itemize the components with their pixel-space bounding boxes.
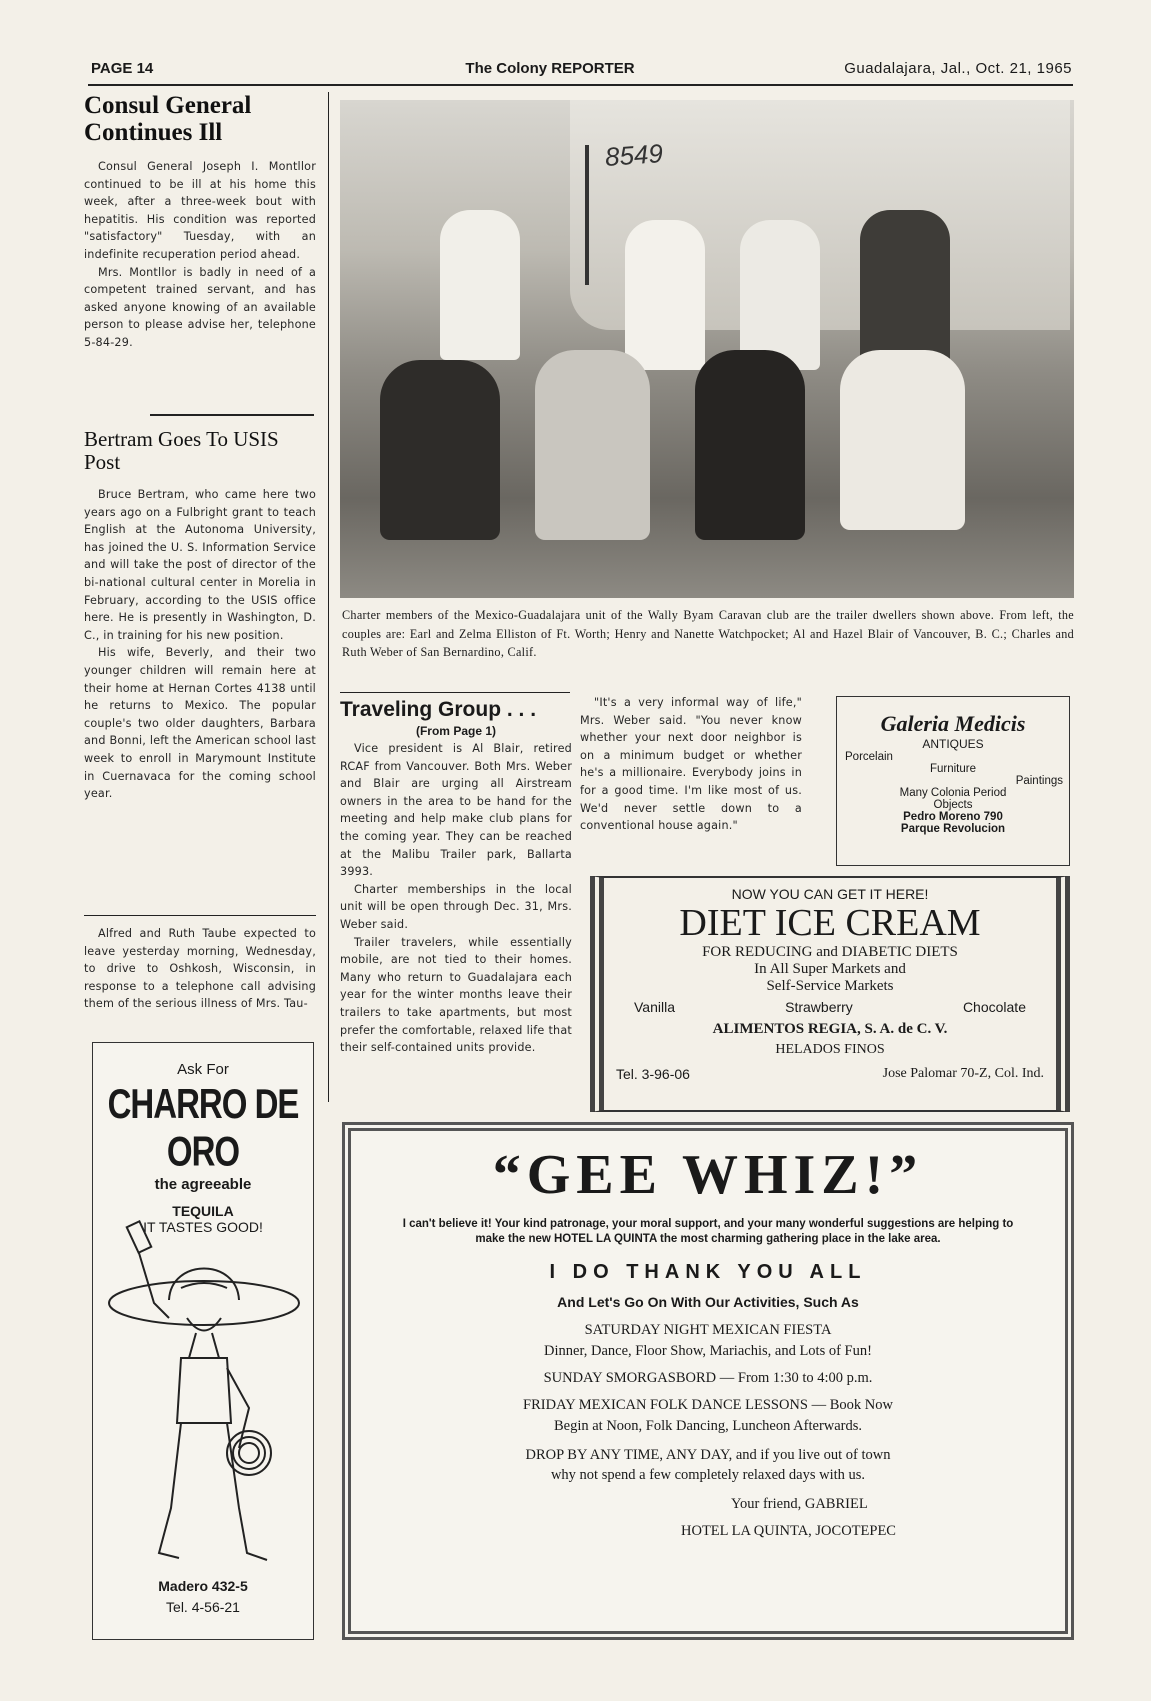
charro-product: TEQUILA [172, 1203, 234, 1219]
traveling-headline: Traveling Group . . . [340, 698, 537, 721]
person [440, 210, 520, 360]
header-rule [88, 84, 1073, 86]
quinta-ad [342, 1122, 1074, 1640]
diet-for: FOR REDUCING and DIABETIC DIETS [702, 944, 958, 960]
bertram-paragraph: His wife, Beverly, and their two younger children will remain here at their home at Hernan Cortes 4138 until he returns to Mexico. The popular couple's two older daughters, Barbara and Bonni, left the American school last week to enroll in Marymount Institute in Cuernavaca for the coming school year. [84, 646, 316, 801]
person [625, 220, 705, 370]
bertram-article [84, 428, 316, 803]
quinta-saturday: SATURDAY NIGHT MEXICAN FIESTA [584, 1322, 832, 1338]
medicis-park: Parque Revolucion [900, 823, 1006, 835]
traveling-paragraph: Charter memberships in the local unit will be open through Dec. 31, Mrs. Weber said. [340, 882, 572, 931]
diet-tel: Tel. 3-96-06 [616, 1066, 690, 1082]
person [695, 350, 805, 540]
quinta-drop: why not spend a few completely relaxed days with us. [550, 1467, 866, 1483]
medicis-furniture: Furniture [929, 763, 977, 775]
trailer-number: 8549 [603, 138, 664, 172]
charro-ad [92, 1042, 314, 1640]
consul-paragraph: Consul General Joseph I. Montllor continued to be ill at his home this week, after a three-week bout with hepatitis. His condition was reported "satisfactory" Tuesday, with an indefinite recuperation period ahead. [84, 160, 316, 261]
diet-address: Jose Palomar 70-Z, Col. Ind. [882, 1066, 1044, 1081]
charro-illustration [99, 1208, 309, 1578]
quinta-saturday-detail: Dinner, Dance, Floor Show, Mariachis, and Lots of Fun! [544, 1343, 872, 1359]
diet-helados: HELADOS FINOS [775, 1042, 885, 1057]
quinta-title: “GEE WHIZ!” [492, 1144, 924, 1206]
trailer-photo [340, 100, 1074, 598]
charro-brand: CHARRO DE ORO [107, 1080, 299, 1175]
charro-phone: Tel. 4-56-21 [166, 1599, 240, 1615]
quinta-friday-detail: Begin at Noon, Folk Dancing, Luncheon Afterwards. [553, 1418, 863, 1434]
flavor: Strawberry [785, 999, 853, 1015]
flavor: Chocolate [962, 999, 1026, 1015]
charro-address: Madero 432-5 [158, 1578, 248, 1594]
divider [150, 414, 314, 416]
consul-headline: Consul General Continues Ill [84, 92, 252, 146]
traveling-article [340, 698, 572, 1057]
consul-article [84, 92, 316, 352]
page-number: PAGE 14 [91, 60, 154, 77]
person [740, 220, 820, 370]
medicis-name: Galeria Medicis [880, 711, 1026, 736]
divider [84, 915, 316, 916]
traveling-continued [580, 694, 802, 835]
dateline: Guadalajara, Jal., Oct. 21, 1965 [844, 60, 1072, 77]
charro-slogan: IT TASTES GOOD! [143, 1219, 263, 1235]
quinta-intro: I can't believe it! Your kind patronage, your moral support, and your many wonderful suggestions are helping to make the new HOTEL LA QUINTA the most charming gathering place in the lake area. [402, 1218, 1014, 1245]
quinta-friday: FRIDAY MEXICAN FOLK DANCE LESSONS — Book Now [523, 1397, 893, 1413]
diet-title: DIET ICE CREAM [679, 902, 981, 944]
taube-paragraph: Alfred and Ruth Taube expected to leave yesterday morning, Wednesday, to drive to Oshkosh, Wisconsin, in response to a telephone call advising them of the serious illness of Mrs. Tau- [84, 927, 316, 1011]
quinta-hotel: HOTEL LA QUINTA, JOCOTEPEC [681, 1523, 896, 1539]
medicis-objects: Objects [933, 799, 973, 811]
traveling-from: (From Page 1) [415, 724, 496, 738]
person [535, 350, 650, 540]
medicis-paintings: Paintings [1015, 775, 1063, 787]
flavor: Vanilla [634, 999, 675, 1015]
quinta-thanks: I DO THANK YOU ALL [549, 1261, 867, 1283]
photo-caption: Charter members of the Mexico-Guadalajara unit of the Wally Byam Caravan club are the trailer dwellers shown above. From left, the couples are: Earl and Zelma Elliston of Ft. Worth; Henry and Nanette Watchpocket; Al and Hazel Blair of Vancouver, B. C.; Charles and Ruth Weber of San Bernardino, Calif. [342, 608, 1074, 659]
quinta-sunday: SUNDAY SMORGASBORD — From 1:30 to 4:00 p.m. [543, 1370, 873, 1386]
quinta-friend: Your friend, GABRIEL [731, 1496, 868, 1512]
diet-ad [590, 876, 1070, 1112]
medicis-colonial: Many Colonia Period [899, 787, 1007, 799]
medicis-antiques: ANTIQUES [922, 737, 984, 751]
bertram-headline: Bertram Goes To USIS Post [84, 427, 279, 474]
traveling-paragraph: Trailer travelers, while essentially mobile, are not tied to their homes. Many who return to Guadalajara each year for the winter months leave their trailers to take apartments, but most prefer the comfortable, relaxed life that their self-contained units provide. [340, 935, 572, 1055]
diet-flavors [604, 995, 1056, 1015]
charro-ask: Ask For [177, 1061, 229, 1078]
taube-article [84, 925, 316, 1013]
diet-markets: In All Super Markets and [754, 961, 906, 977]
traveling-paragraph: "It's a very informal way of life," Mrs. Weber said. "You never know whether your next door neighbor is on a minimum budget or whether he's a millionaire. Everybody joins in for a good time. I'm like most of us. We'd never settle down to a conventional house again." [580, 696, 802, 833]
flag-pole [585, 145, 589, 285]
masthead: The Colony REPORTER [465, 60, 635, 77]
person [380, 360, 500, 540]
medicis-ad [836, 696, 1070, 866]
diet-company: ALIMENTOS REGIA, S. A. de C. V. [712, 1021, 948, 1037]
medicis-porcelain: Porcelain [845, 751, 893, 763]
person [840, 350, 965, 530]
medicis-address: Pedro Moreno 790 [903, 811, 1003, 823]
diet-markets: Self-Service Markets [766, 978, 894, 994]
consul-paragraph: Mrs. Montllor is badly in need of a competent trained servant, and has asked anyone knowing of an available person to please advise her, telephone 5-84-29. [84, 265, 316, 349]
quinta-continue: And Let's Go On With Our Activities, Such As [557, 1294, 859, 1310]
traveling-paragraph: Vice president is Al Blair, retired RCAF from Vancouver. Both Mrs. Weber and Blair are urging all Airstream owners in the area to be hand for the meeting and help make club plans for the coming year. They can be reached at the Malibu Trailer park, Ballarta 3993. [340, 742, 572, 879]
bertram-paragraph: Bruce Bertram, who came here two years ago on a Fulbright grant to teach English at the Autonoma University, has joined the U. S. Information Service and will take the post of director of the bi-national cultural center in Morelia in February, according to the USIS office here. He is presently in Washington, D. C., in training for his new position. [84, 488, 316, 642]
diet-now: NOW YOU CAN GET IT HERE! [731, 886, 929, 902]
charro-tagline: the agreeable [154, 1176, 252, 1193]
quinta-drop: DROP BY ANY TIME, ANY DAY, and if you live out of town [525, 1447, 891, 1463]
column-rule [328, 92, 329, 1102]
person [860, 210, 950, 370]
divider [340, 692, 570, 693]
